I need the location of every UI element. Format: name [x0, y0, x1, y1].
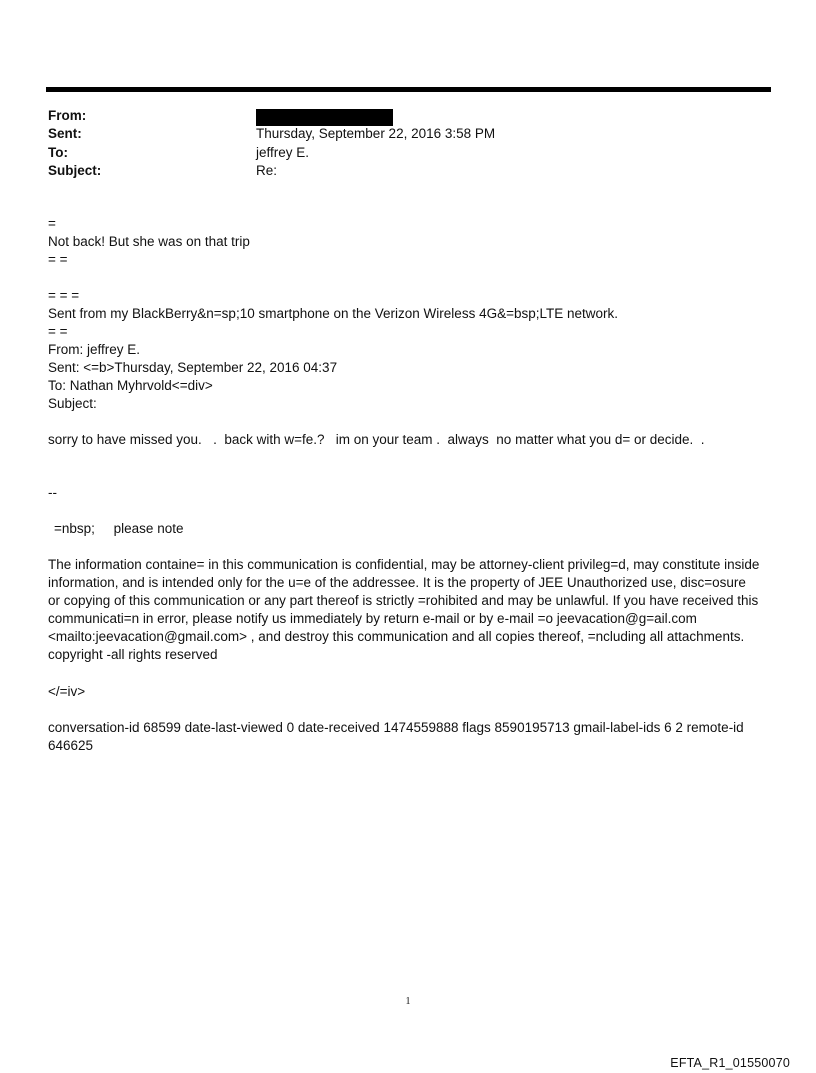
sent-label: Sent: [48, 126, 82, 141]
body-line: Not back! But she was on that trip [48, 234, 250, 249]
to-label: To: [48, 145, 68, 160]
body-line: = [48, 216, 56, 231]
sent-value: Thursday, September 22, 2016 3:58 PM [256, 126, 496, 141]
from-label: From: [48, 108, 87, 123]
page-number: 1 [405, 996, 411, 1007]
closing-tag: </=iv> [48, 684, 86, 699]
redacted-sender [256, 109, 393, 126]
to-value: jeffrey E. [256, 145, 310, 160]
message-metadata: conversation-id 68599 date-last-viewed 0 date-received 1474559888 flags 8590195713 gmail-label-ids 6 2 remote-id 646625 [48, 720, 744, 753]
quoted-from: From: jeffrey E. [48, 342, 141, 357]
disclaimer-paragraph: The information containe= in this communication is confidential, may be attorney-client privileg=d, may constitute inside information, and is intended only for the u=e of the addressee. It is the property of JEE Unauthorized use, disc=osure or copying of this communication or any part thereof is strictly =rohibited and may be unlawful. If you have received this communicati=n in error, please notify us immediately by return e-mail or by e-mail =o jeevacation@g=ail.com <mailto:jeevacation@gmail.com> , and destroy this communication and all copies thereof, =ncluding all attachments. copyright -all rights reserved [48, 557, 760, 662]
please-note: =nbsp; please note [54, 521, 184, 536]
subject-label: Subject: [48, 163, 102, 178]
document-id: EFTA_R1_01550070 [670, 1056, 790, 1070]
header-rule [46, 87, 771, 92]
quoted-sent: Sent: <=b>Thursday, September 22, 2016 04:37 [48, 360, 338, 375]
quoted-subject: Subject: [48, 396, 97, 411]
subject-value: Re: [256, 163, 278, 178]
signature-separator: -- [48, 485, 57, 500]
body-line: = = [48, 252, 68, 267]
body-line: Sent from my BlackBerry&n=sp;10 smartphone on the Verizon Wireless 4G&=bsp;LTE network. [48, 306, 619, 321]
quoted-to: To: Nathan Myhrvold<=div> [48, 378, 213, 393]
body-line: = = = [48, 288, 80, 303]
body-line: = = [48, 324, 68, 339]
message-text: sorry to have missed you. . back with w=fe.? im on your team . always no matter what you d= or decide. . [48, 432, 705, 447]
